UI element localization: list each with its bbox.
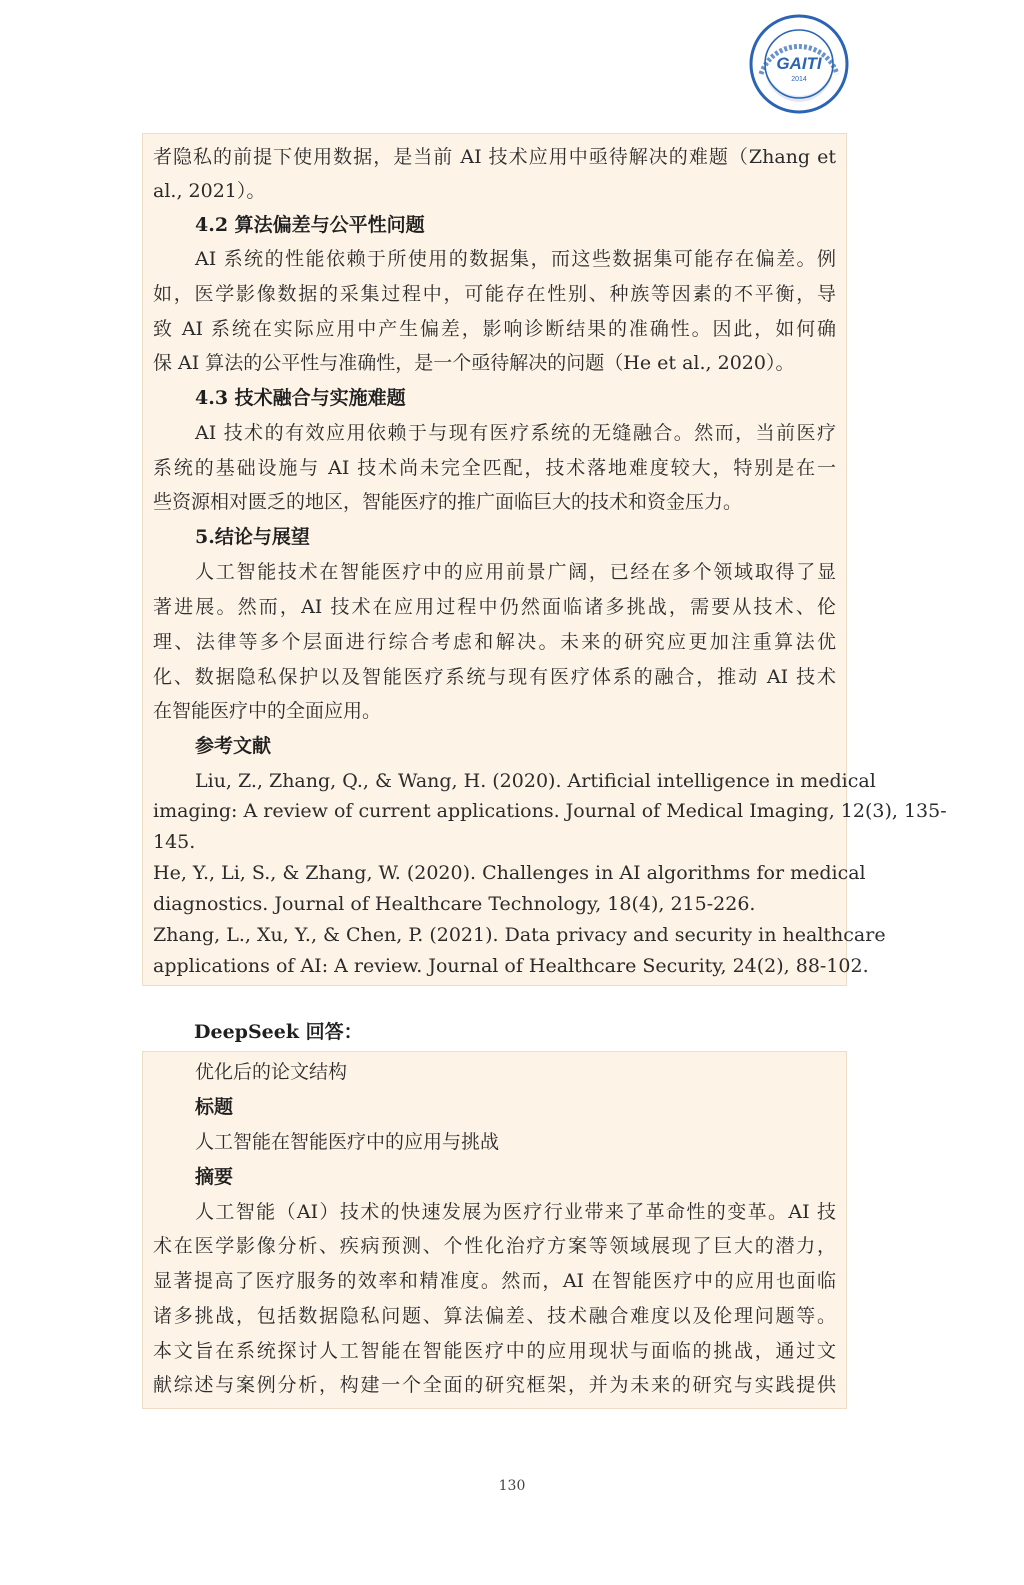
reference-line: He, Y., Li, S., & Zhang, W. (2020). Challenges in AI algorithms for medical (153, 862, 866, 884)
text-line: 保 AI 算法的公平性与准确性，是一个亟待解决的问题（He et al., 2020）。 (153, 352, 795, 374)
abstract-heading: 摘要 (195, 1166, 234, 1188)
text-line: AI 系统的性能依赖于所使用的数据集，而这些数据集可能存在偏差。例 (195, 248, 836, 270)
deepseek-answer-box (142, 1051, 847, 1409)
text-line: al., 2021）。 (153, 180, 266, 202)
text-line: 致 AI 系统在实际应用中产生偏差，影响诊断结果的准确性。因此，如何确 (153, 318, 836, 340)
text-line: 者隐私的前提下使用数据，是当前 AI 技术应用中亟待解决的难题（Zhang et (153, 146, 836, 168)
text-line: 系统的基础设施与 AI 技术尚未完全匹配，技术落地难度较大，特别是在一 (153, 457, 836, 479)
text-line: AI 技术的有效应用依赖于与现有医疗系统的无缝融合。然而，当前医疗 (195, 422, 836, 444)
deepseek-answer-label: DeepSeek 回答： (194, 1021, 363, 1043)
text-line: 些资源相对匮乏的地区，智能医疗的推广面临巨大的技术和资金压力。 (153, 491, 743, 513)
title-heading: 标题 (195, 1096, 234, 1118)
text-line: 人工智能在智能医疗中的应用与挑战 (195, 1131, 500, 1153)
section-heading-4-3: 4.3 技术融合与实施难题 (195, 387, 406, 409)
text-line: 本文旨在系统探讨人工智能在智能医疗中的应用现状与面临的挑战，通过文 (153, 1340, 836, 1362)
text-line: 著进展。然而，AI 技术在应用过程中仍然面临诸多挑战，需要从技术、伦 (153, 596, 836, 618)
text-line: 如，医学影像数据的采集过程中，可能存在性别、种族等因素的不平衡，导 (153, 283, 836, 305)
logo-title: GAITI (776, 54, 822, 73)
section-heading-5: 5.结论与展望 (195, 526, 310, 548)
section-heading-4-2: 4.2 算法偏差与公平性问题 (195, 214, 425, 236)
references-heading: 参考文献 (195, 735, 272, 757)
reference-line: 145. (153, 831, 196, 853)
text-line: 术在医学影像分析、疾病预测、个性化治疗方案等领域展现了巨大的潜力， (153, 1235, 836, 1257)
text-line: 人工智能（AI）技术的快速发展为医疗行业带来了革命性的变革。AI 技 (195, 1201, 836, 1223)
text-line: 献综述与案例分析，构建一个全面的研究框架，并为未来的研究与实践提供 (153, 1374, 836, 1396)
quoted-answer-box (142, 133, 947, 986)
reference-line: applications of AI: A review. Journal of Healthcare Security, 24(2), 88-102. (153, 955, 869, 977)
text-line: 优化后的论文结构 (195, 1061, 348, 1083)
reference-line: imaging: A review of current applications. Journal of Medical Imaging, 12(3), 135- (153, 800, 947, 822)
text-line: 诸多挑战，包括数据隐私问题、算法偏差、技术融合难度以及伦理问题等。 (153, 1305, 836, 1327)
reference-line: Zhang, L., Xu, Y., & Chen, P. (2021). Data privacy and security in healthcare (153, 924, 886, 946)
gaiti-logo (749, 14, 849, 114)
text-line: 人工智能技术在智能医疗中的应用前景广阔，已经在多个领域取得了显 (195, 561, 836, 583)
logo-year: 2014 (791, 76, 807, 83)
text-line: 显著提高了医疗服务的效率和精准度。然而，AI 在智能医疗中的应用也面临 (153, 1270, 836, 1292)
reference-line: Liu, Z., Zhang, Q., & Wang, H. (2020). Artificial intelligence in medical (195, 770, 876, 792)
text-line: 化、数据隐私保护以及智能医疗系统与现有医疗体系的融合，推动 AI 技术 (153, 666, 836, 688)
text-line: 理、法律等多个层面进行综合考虑和解决。未来的研究应更加注重算法优 (153, 631, 836, 653)
text-line: 在智能医疗中的全面应用。 (153, 700, 382, 722)
reference-line: diagnostics. Journal of Healthcare Technology, 18(4), 215-226. (153, 893, 756, 915)
page-number: 130 (498, 1478, 526, 1494)
